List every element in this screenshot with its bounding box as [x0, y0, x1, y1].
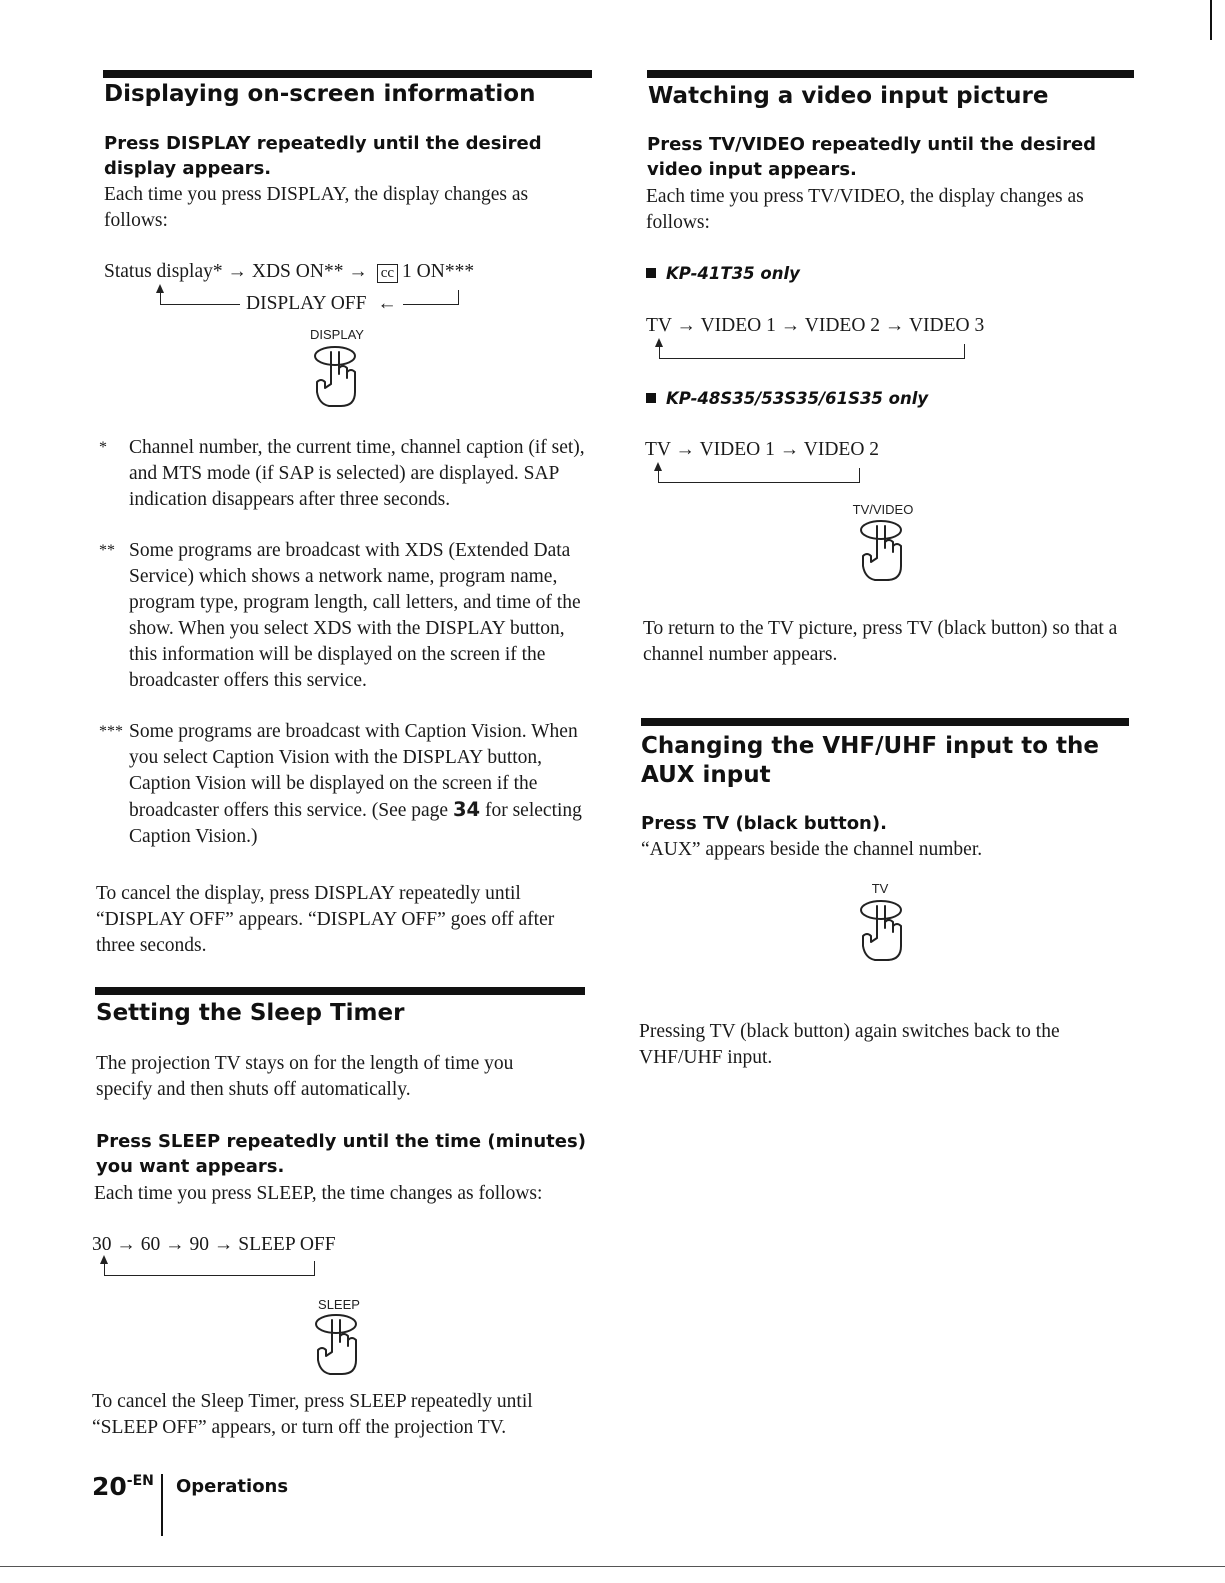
section-heading-sleep: Setting the Sleep Timer — [96, 1000, 405, 1026]
arrow-icon: → — [780, 315, 801, 336]
sleep-flow — [92, 1233, 336, 1257]
model-label-1: KP-41T35 only — [646, 263, 800, 285]
flow-loop-arrowhead — [100, 1255, 108, 1264]
flow-loop-line — [658, 468, 860, 483]
hand-press-icon[interactable] — [853, 898, 913, 966]
display-cancel: To cancel the display, press DISPLAY repeatedly until “DISPLAY OFF” appears. “DISPLAY OFF” goes off after three seconds. — [96, 883, 555, 956]
flow-video1: VIDEO 1 — [700, 315, 776, 336]
flow-loop-line — [104, 1261, 315, 1276]
footnote-3 — [99, 719, 584, 850]
display-flow — [104, 260, 474, 284]
cc-icon: cc — [377, 264, 398, 283]
hand-press-icon[interactable] — [853, 518, 913, 586]
arrow-icon: → — [227, 261, 248, 282]
step-sleep: Press SLEEP repeatedly until the time (minutes) you want appears. — [96, 1131, 586, 1177]
flow-90: 90 — [189, 1234, 209, 1255]
section-rule — [103, 70, 592, 78]
section-heading-display: Displaying on-screen information — [104, 81, 536, 107]
flow-loop-line — [659, 344, 965, 359]
footer-divider — [161, 1474, 163, 1536]
footnote-1 — [99, 435, 589, 513]
flow-loop-arrowhead — [156, 284, 164, 293]
flow-video1: VIDEO 1 — [699, 439, 775, 460]
sleep-each: Each time you press SLEEP, the time changes as follows: — [94, 1183, 543, 1204]
arrow-left-icon: ← — [377, 293, 397, 314]
sleep-intro: The projection TV stays on for the length of time you specify and then shuts off automatically. — [96, 1053, 514, 1100]
model-label-2: KP-48S35/53S35/61S35 only — [646, 388, 928, 410]
video-return: To return to the TV picture, press TV (black button) so that a channel number appears. — [643, 618, 1118, 665]
flow-sleep-off: SLEEP OFF — [238, 1234, 336, 1255]
footnote-text: Some programs are broadcast with XDS (Extended Data Service) which shows a network name, program name, program type, program length, call letters, and time of the show. When you select XDS with the DISPLAY button, this information will be displayed on the screen if the broadcaster offers this service. — [129, 540, 581, 691]
video-flow-2 — [645, 438, 879, 462]
step-aux: Press TV (black button). — [641, 813, 887, 834]
aux-result: “AUX” appears beside the channel number. — [641, 839, 983, 860]
arrow-icon: → — [116, 1234, 136, 1255]
footnote-mark: ** — [99, 542, 115, 559]
heading-line-1: Changing the VHF/UHF input to the — [641, 733, 1099, 759]
flow-status: Status display* — [104, 261, 223, 282]
flow-tv: TV — [646, 315, 672, 336]
flow-video3: VIDEO 3 — [908, 315, 985, 336]
flow-60: 60 — [140, 1234, 161, 1255]
display-intro: Each time you press DISPLAY, the display changes as follows: — [104, 184, 529, 231]
section-rule — [641, 718, 1129, 726]
flow-tv: TV — [645, 439, 671, 460]
page-reference: 34 — [452, 798, 481, 821]
footnote-text: Channel number, the current time, channel caption (if set), and MTS mode (if SAP is selected) are displayed. SAP indication disappears after three seconds. — [129, 437, 585, 510]
heading-line-2: AUX input — [641, 762, 771, 788]
square-bullet-icon — [646, 268, 656, 278]
hand-press-icon[interactable] — [308, 1312, 368, 1380]
flow-loop-arrowhead — [655, 338, 663, 347]
display-button-label: DISPLAY — [310, 327, 364, 342]
page-suffix: -EN — [126, 1473, 154, 1489]
video-intro: Each time you press TV/VIDEO, the display changes as follows: — [646, 186, 1084, 233]
aux-again: Pressing TV (black button) again switches back to the VHF/UHF input. — [639, 1021, 1060, 1068]
page-number: $20^{-EN}$ — [92, 1472, 154, 1501]
flow-30: 30 — [92, 1234, 112, 1255]
flow-off-wrap — [240, 292, 403, 316]
footnote-2 — [99, 538, 589, 694]
arrow-icon: → — [779, 439, 800, 460]
arrow-icon: → — [165, 1234, 185, 1255]
tvvideo-button-label: TV/VIDEO — [852, 502, 914, 517]
arrow-icon: → — [675, 439, 696, 460]
hand-press-icon[interactable] — [307, 344, 367, 412]
square-bullet-icon — [646, 393, 656, 403]
arrow-icon: → — [676, 315, 697, 336]
scan-edge-mark — [0, 1566, 1225, 1567]
section-heading-video: Watching a video input picture — [648, 83, 1049, 109]
flow-loop-arrowhead — [654, 462, 662, 471]
tv-button-label: TV — [871, 881, 889, 896]
footnote-text: Some programs are broadcast with Caption Vision. When you select Caption Vision with the DISPLAY button, Caption Vision will be displayed on the screen if the broadcaster offers this service. (See page — [129, 721, 578, 821]
flow-video2: VIDEO 2 — [803, 439, 880, 460]
scan-edge-mark — [1210, 0, 1212, 40]
sleep-cancel: To cancel the Sleep Timer, press SLEEP repeatedly until “SLEEP OFF” appears, or turn off the projection TV. — [92, 1391, 533, 1438]
footnote-mark: * — [99, 439, 107, 456]
footer-section: Operations — [176, 1476, 289, 1497]
step-video: Press TV/VIDEO repeatedly until the desired video input appears. — [647, 134, 1097, 180]
section-heading-aux — [641, 732, 1099, 790]
flow-off: DISPLAY OFF — [246, 293, 367, 314]
footnote-text-end: for selecting Caption Vision.) — [129, 800, 582, 847]
sleep-button-label: SLEEP — [318, 1297, 360, 1312]
section-rule — [647, 70, 1134, 78]
section-rule — [95, 987, 585, 995]
flow-video2: VIDEO 2 — [804, 315, 881, 336]
arrow-icon: → — [884, 315, 905, 336]
video-flow-1 — [646, 314, 984, 338]
footnote-mark: *** — [99, 723, 123, 740]
arrow-icon: → — [213, 1234, 234, 1255]
flow-xds: XDS ON** — [251, 261, 344, 282]
arrow-icon: → — [348, 261, 368, 282]
flow-ccon: 1 ON*** — [402, 261, 475, 282]
step-display: Press DISPLAY repeatedly until the desired display appears. — [104, 133, 542, 179]
